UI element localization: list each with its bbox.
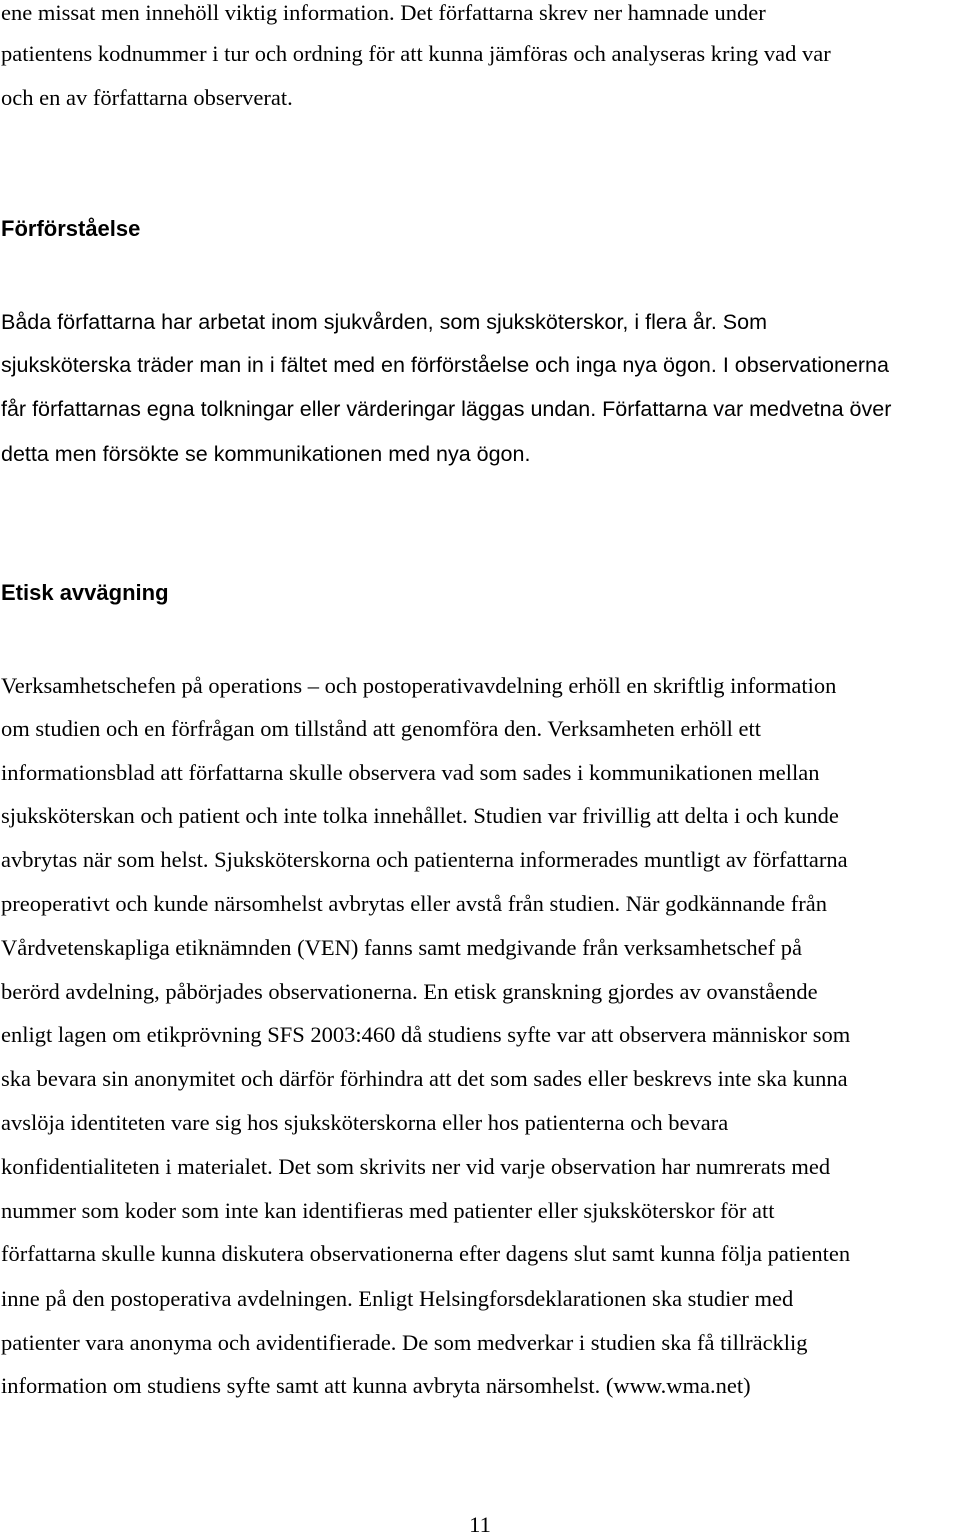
- paragraph-line: Verksamhetschefen på operations – och postoperativavdelning erhöll en skriftlig information: [1, 673, 837, 698]
- paragraph-line: informationsblad att författarna skulle observera vad som sades i kommunikationen mellan: [1, 760, 820, 785]
- paragraph-line: sjuksköterskan och patient och inte tolka innehållet. Studien var frivillig att delta i och kunde: [1, 803, 839, 828]
- paragraph-line: ska bevara sin anonymitet och därför förhindra att det som sades eller beskrevs inte ska kunna: [1, 1066, 848, 1091]
- paragraph-line: Vårdvetenskapliga etiknämnden (VEN) fanns samt medgivande från verksamhetschef på: [1, 935, 802, 960]
- paragraph-line: inne på den postoperativa avdelningen. Enligt Helsingforsdeklarationen ska studier med: [1, 1286, 794, 1311]
- intro-line: ene missat men innehöll viktig information. Det författarna skrev ner hamnade under: [1, 0, 766, 25]
- paragraph-line: patienter vara anonyma och avidentifierade. De som medverkar i studien ska få tillräcklig: [1, 1330, 808, 1355]
- paragraph-line: får författarnas egna tolkningar eller värderingar läggas undan. Författarna var medvetna över: [1, 397, 892, 421]
- paragraph-line: författarna skulle kunna diskutera observationerna efter dagens slut samt kunna följa patienten: [1, 1241, 851, 1266]
- section-heading-forforstaelse: Förförståelse: [1, 216, 141, 241]
- section-heading-etisk-avvagning: Etisk avvägning: [1, 580, 169, 605]
- paragraph-line: avbrytas när som helst. Sjuksköterskorna och patienterna informerades muntligt av författarna: [1, 847, 848, 872]
- paragraph-line: avslöja identiteten vare sig hos sjuksköterskorna eller hos patienterna och bevara: [1, 1110, 729, 1135]
- paragraph-line: nummer som koder som inte kan identifieras med patienter eller sjuksköterskor för att: [1, 1198, 775, 1223]
- intro-line: patientens kodnummer i tur och ordning för att kunna jämföras och analyseras kring vad var: [1, 41, 831, 66]
- intro-line: och en av författarna observerat.: [1, 85, 293, 110]
- paragraph-line: information om studiens syfte samt att kunna avbryta närsomhelst. (www.wma.net): [1, 1373, 751, 1398]
- page-number: 11: [469, 1512, 491, 1537]
- paragraph-line: konfidentialiteten i materialet. Det som skrivits ner vid varje observation har numrerats med: [1, 1154, 831, 1179]
- paragraph-line: detta men försökte se kommunikationen med nya ögon.: [1, 442, 531, 466]
- paragraph-line: om studien och en förfrågan om tillstånd att genomföra den. Verksamheten erhöll ett: [1, 716, 761, 741]
- paragraph-line: berörd avdelning, påbörjades observationerna. En etisk granskning gjordes av ovanstående: [1, 979, 818, 1004]
- paragraph-line: enligt lagen om etikprövning SFS 2003:460 då studiens syfte var att observera människor som: [1, 1022, 851, 1047]
- paragraph-line: Båda författarna har arbetat inom sjukvården, som sjuksköterskor, i flera år. Som: [1, 310, 767, 334]
- paragraph-line: sjuksköterska träder man in i fältet med en förförståelse och inga nya ögon. I observationerna: [1, 353, 889, 377]
- paragraph-line: preoperativt och kunde närsomhelst avbrytas eller avstå från studien. När godkännande från: [1, 891, 827, 916]
